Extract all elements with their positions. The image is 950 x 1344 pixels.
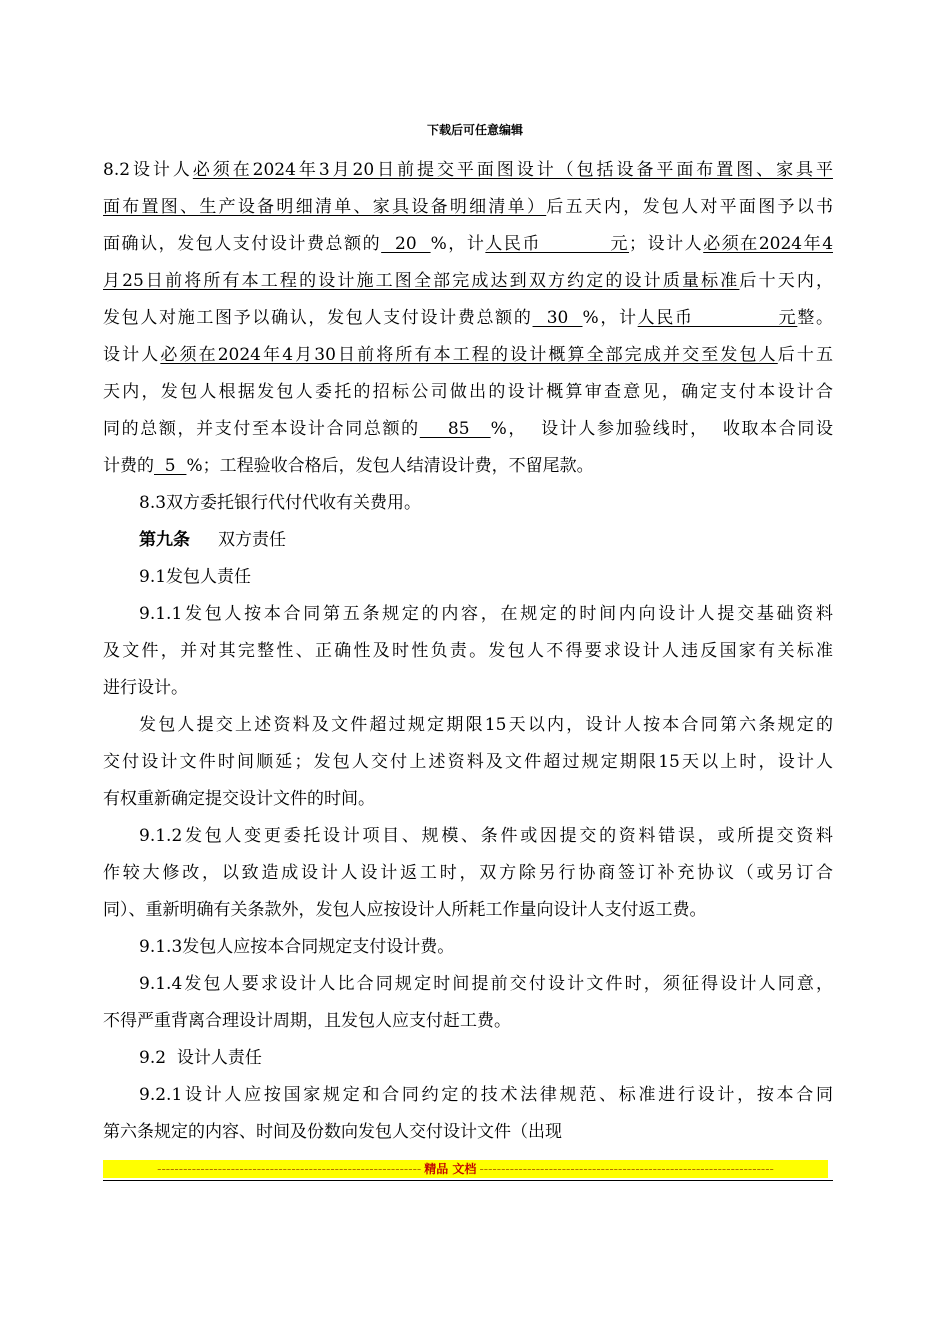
text-line [103,300,833,337]
page-header: 下载后可任意编辑 [426,123,523,137]
underlined-text: 必须在2024年4 [703,234,833,254]
footer-dashes-left: ------------------------------------------------------------- [157,1162,422,1176]
text-segment: 设计人 [103,345,161,365]
text-line [103,781,833,818]
text-segment: 9.1.2发包人变更委托设计项目、规模、条件或因提交的资料错误，或所提交资料 [139,826,833,846]
text-segment: 后五天内，发包人对平面图予以书 [546,197,833,217]
text-line [103,559,833,596]
text-line [103,263,833,300]
underlined-text: 5 [154,456,187,476]
text-line [103,485,833,522]
text-line [103,226,833,263]
text-segment: 进行设计。 [103,678,188,698]
text-segment: 8.3双方委托银行代付代收有关费用。 [139,493,422,513]
text-line [103,596,833,633]
text-segment: 同）、重新明确有关条款外，发包人应按设计人所耗工作量向设计人支付返工费。 [103,900,707,920]
text-line [103,633,833,670]
text-segment: 后十天内， [739,271,833,291]
text-segment: 9.1.4发包人要求设计人比合同规定时间提前交付设计文件时，须征得设计人同意， [139,974,833,994]
text-line [103,522,833,559]
text-segment: 第六条规定的内容、时间及份数向发包人交付设计文件（出现 [103,1122,562,1142]
text-segment: 作较大修改，以致造成设计人设计返工时，双方除另行协商签订补充协议（或另订合 [103,863,833,883]
text-segment: 面确认，发包人支付设计费总额的 [103,234,382,254]
text-segment: 有权重新确定提交设计文件的时间。 [103,789,375,809]
text-segment: %， 设计人参加验线时， 收取本合同设 [490,419,833,439]
underlined-text: 必须在2024年4月30日前将所有本工程的设计概算全部完成并交至发包人 [160,345,778,365]
underlined-text: 面布置图、生产设备明细清单、家具设备明细清单） [103,197,547,217]
text-line [103,411,833,448]
text-segment: 交付设计文件时间顺延；发包人交付上述资料及文件超过规定期限15天以上时，设计人 [103,752,833,772]
text-line [103,670,833,707]
footer-rule [103,1180,833,1181]
text-segment: 整。 [797,308,833,328]
footer-dashes-right: -------------------------------------------------------------------- [479,1162,774,1176]
text-line [103,818,833,855]
text-line [103,855,833,892]
text-line [103,374,833,411]
text-line [103,448,833,485]
article-heading: 第九条 [139,530,190,550]
text-segment: 9.1发包人责任 [139,567,252,587]
text-line [103,929,833,966]
text-segment: 双方责任 [218,530,286,550]
text-segment: %；工程验收合格后，发包人结清设计费，不留尾款。 [186,456,594,476]
text-segment: 不得严重背离合理设计周期，且发包人应支付赶工费。 [103,1011,511,1031]
text-line [103,1040,833,1077]
text-segment: 后十五 [777,345,833,365]
text-line [103,1114,833,1151]
text-segment: %，计 [582,308,638,328]
underlined-text: 必须在2024年3月20日前提交平面图设计（包括设备平面布置图、家具平 [192,160,833,180]
footer-banner [103,1160,828,1178]
underlined-text: 85 [419,419,491,439]
underlined-text: 人民币 元 [485,234,630,254]
text-segment: ；设计人 [629,234,704,254]
text-segment: 发包人对施工图予以确认，发包人支付设计费总额的 [103,308,533,328]
text-segment: 9.1.3发包人应按本合同规定支付设计费。 [139,937,455,957]
underlined-text: 30 [532,308,583,328]
text-line [103,966,833,1003]
underlined-text: 人民币 元 [637,308,798,328]
text-segment: 计费的 [103,456,154,476]
text-line [103,337,833,374]
text-segment: 同的总额，并支付至本设计合同总额的 [103,419,420,439]
text-segment: 及文件，并对其完整性、正确性及时性负责。发包人不得要求设计人违反国家有关标准 [103,641,833,661]
footer-label: 精品 文档 [421,1162,479,1176]
text-line [103,152,833,189]
text-segment: 天内，发包人根据发包人委托的招标公司做出的设计概算审查意见，确定支付本设计合 [103,382,833,402]
text-line [103,1003,833,1040]
text-line [103,1077,833,1114]
text-line [103,892,833,929]
text-segment: 8.2设计人 [103,160,193,180]
document-body [103,152,833,1151]
text-segment: 9.2.1设计人应按国家规定和合同约定的技术法律规范、标准进行设计，按本合同 [139,1085,833,1105]
underlined-text: 20 [381,234,431,254]
text-line [103,707,833,744]
text-line [103,744,833,781]
text-segment: 9.1.1发包人按本合同第五条规定的内容，在规定的时间内向设计人提交基础资料 [139,604,833,624]
text-segment: %，计 [430,234,486,254]
text-line [103,189,833,226]
text-segment: 发包人提交上述资料及文件超过规定期限15天以内，设计人按本合同第六条规定的 [139,715,833,735]
underlined-text: 月25日前将所有本工程的设计施工图全部完成达到双方约定的设计质量标准 [103,271,740,291]
text-segment: 9.2 设计人责任 [139,1048,262,1068]
